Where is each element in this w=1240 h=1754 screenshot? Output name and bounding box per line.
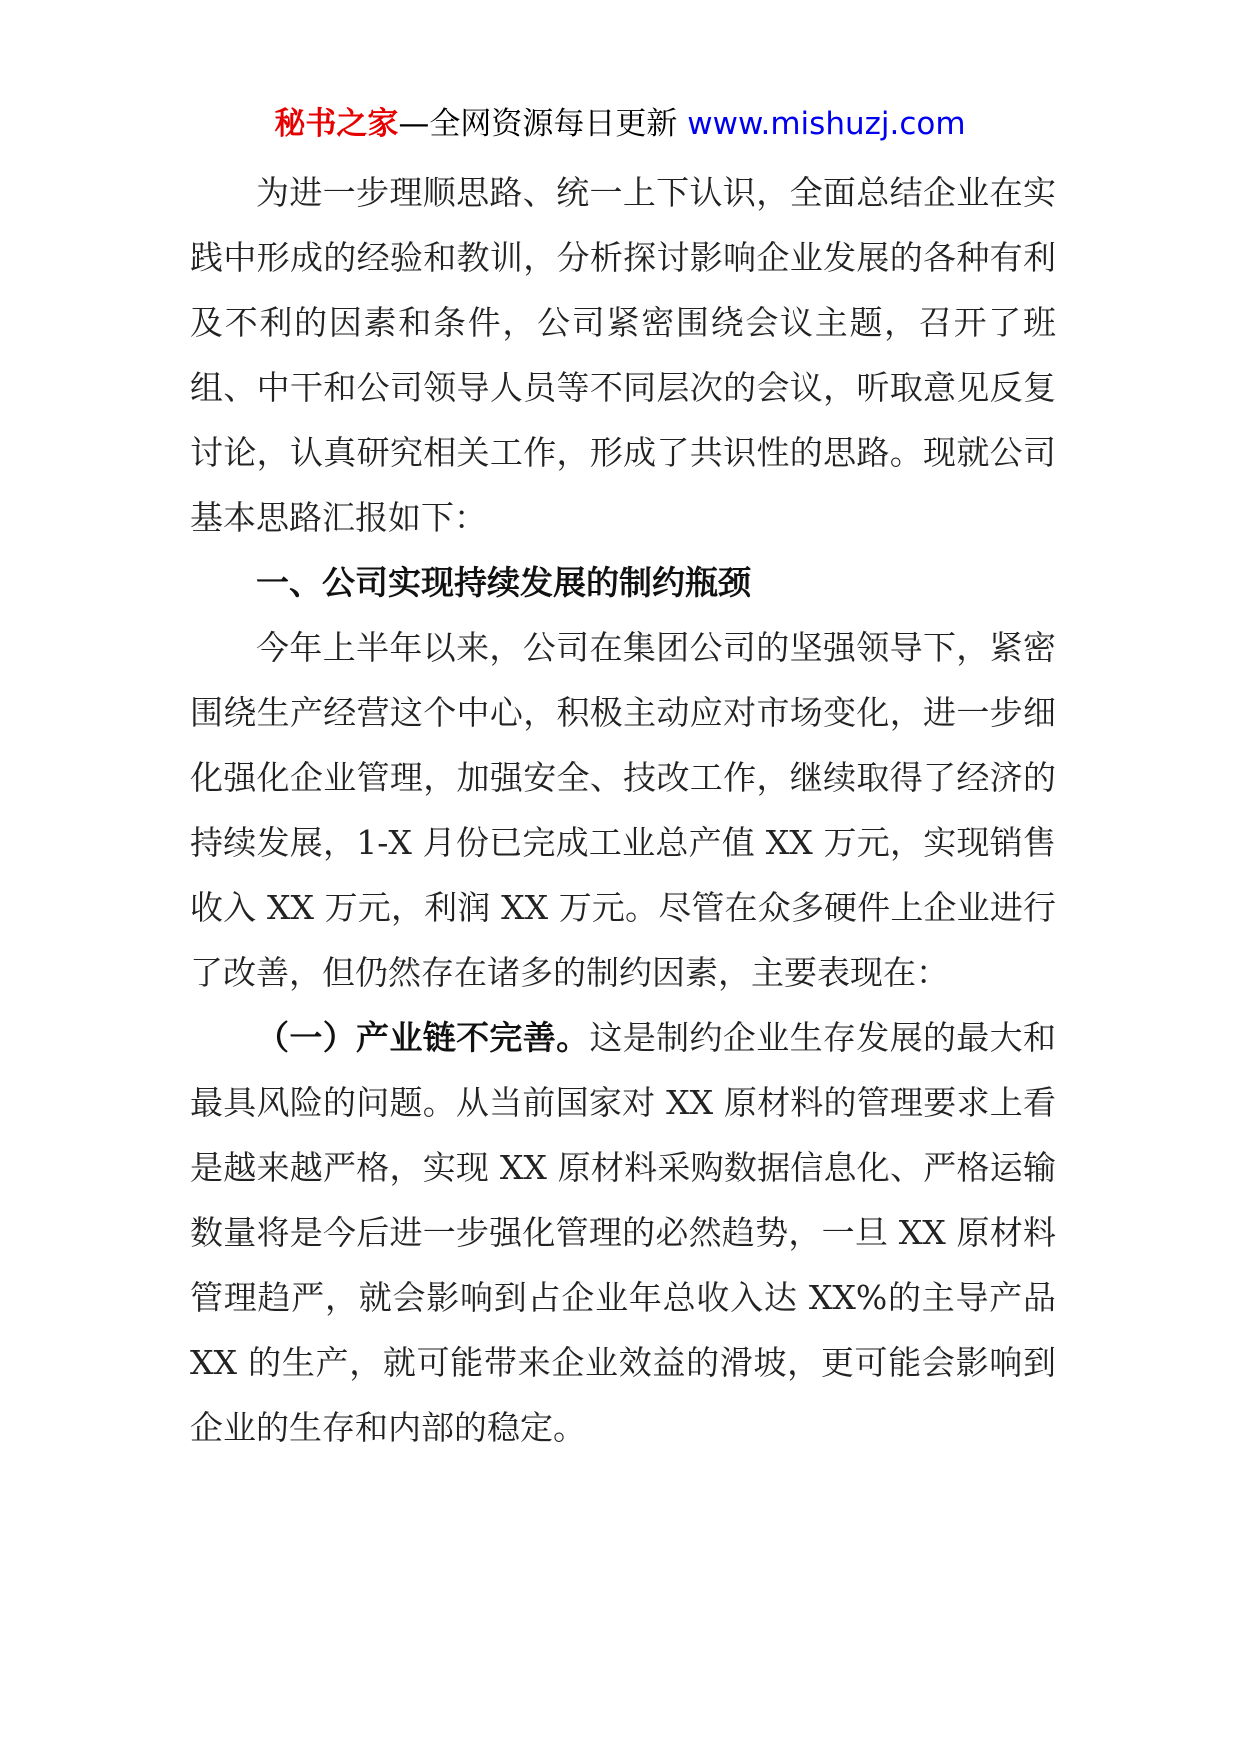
intro-paragraph: 为进一步理顺思路、统一上下认识，全面总结企业在实践中形成的经验和教训，分析探讨影响企业发展的各种有利及不利的因素和条件，公司紧密围绕会议主题，召开了班组、中干和公司领导人员等不同层次的会议，听取意见反复讨论，认真研究相关工作，形成了共识性的思路。现就公司基本思路汇报如下： bbox=[190, 173, 1056, 537]
section-heading-1: 一、公司实现持续发展的制约瓶颈 bbox=[256, 563, 751, 602]
item-1-text: 这是制约企业生存发展的最大和最具风险的问题。从当前国家对 XX 原材料的管理要求上看是越来越严格，实现 XX 原材料采购数据信息化、严格运输数量将是今后进一步强化管理的必然趋势，一旦 XX 原材料管理趋严，就会影响到占企业年总收入达 XX%的主导产品 XX 的生产，就可能带来企业效益的滑坡，更可能会影响到企业的生存和内部的稳定。 bbox=[190, 1018, 1057, 1447]
item-1-lead: （一）产业链不完善。 bbox=[256, 1018, 590, 1057]
document-body bbox=[190, 160, 1056, 1460]
header-tagline: —全网资源每日更新 bbox=[398, 106, 678, 142]
site-url-link[interactable]: www.mishuzj.com bbox=[687, 106, 966, 142]
item-1-paragraph bbox=[190, 1005, 1056, 1460]
site-header bbox=[0, 104, 1240, 144]
section-1-paragraph: 今年上半年以来，公司在集团公司的坚强领导下，紧密围绕生产经营这个中心，积极主动应对市场变化，进一步细化强化企业管理，加强安全、技改工作，继续取得了经济的持续发展，1-X 月份已完成工业总产值 XX 万元，实现销售收入 XX 万元，利润 XX 万元。尽管在众多硬件上企业进行了改善，但仍然存在诸多的制约因素，主要表现在： bbox=[190, 628, 1056, 992]
brand-name: 秘书之家 bbox=[274, 106, 399, 142]
